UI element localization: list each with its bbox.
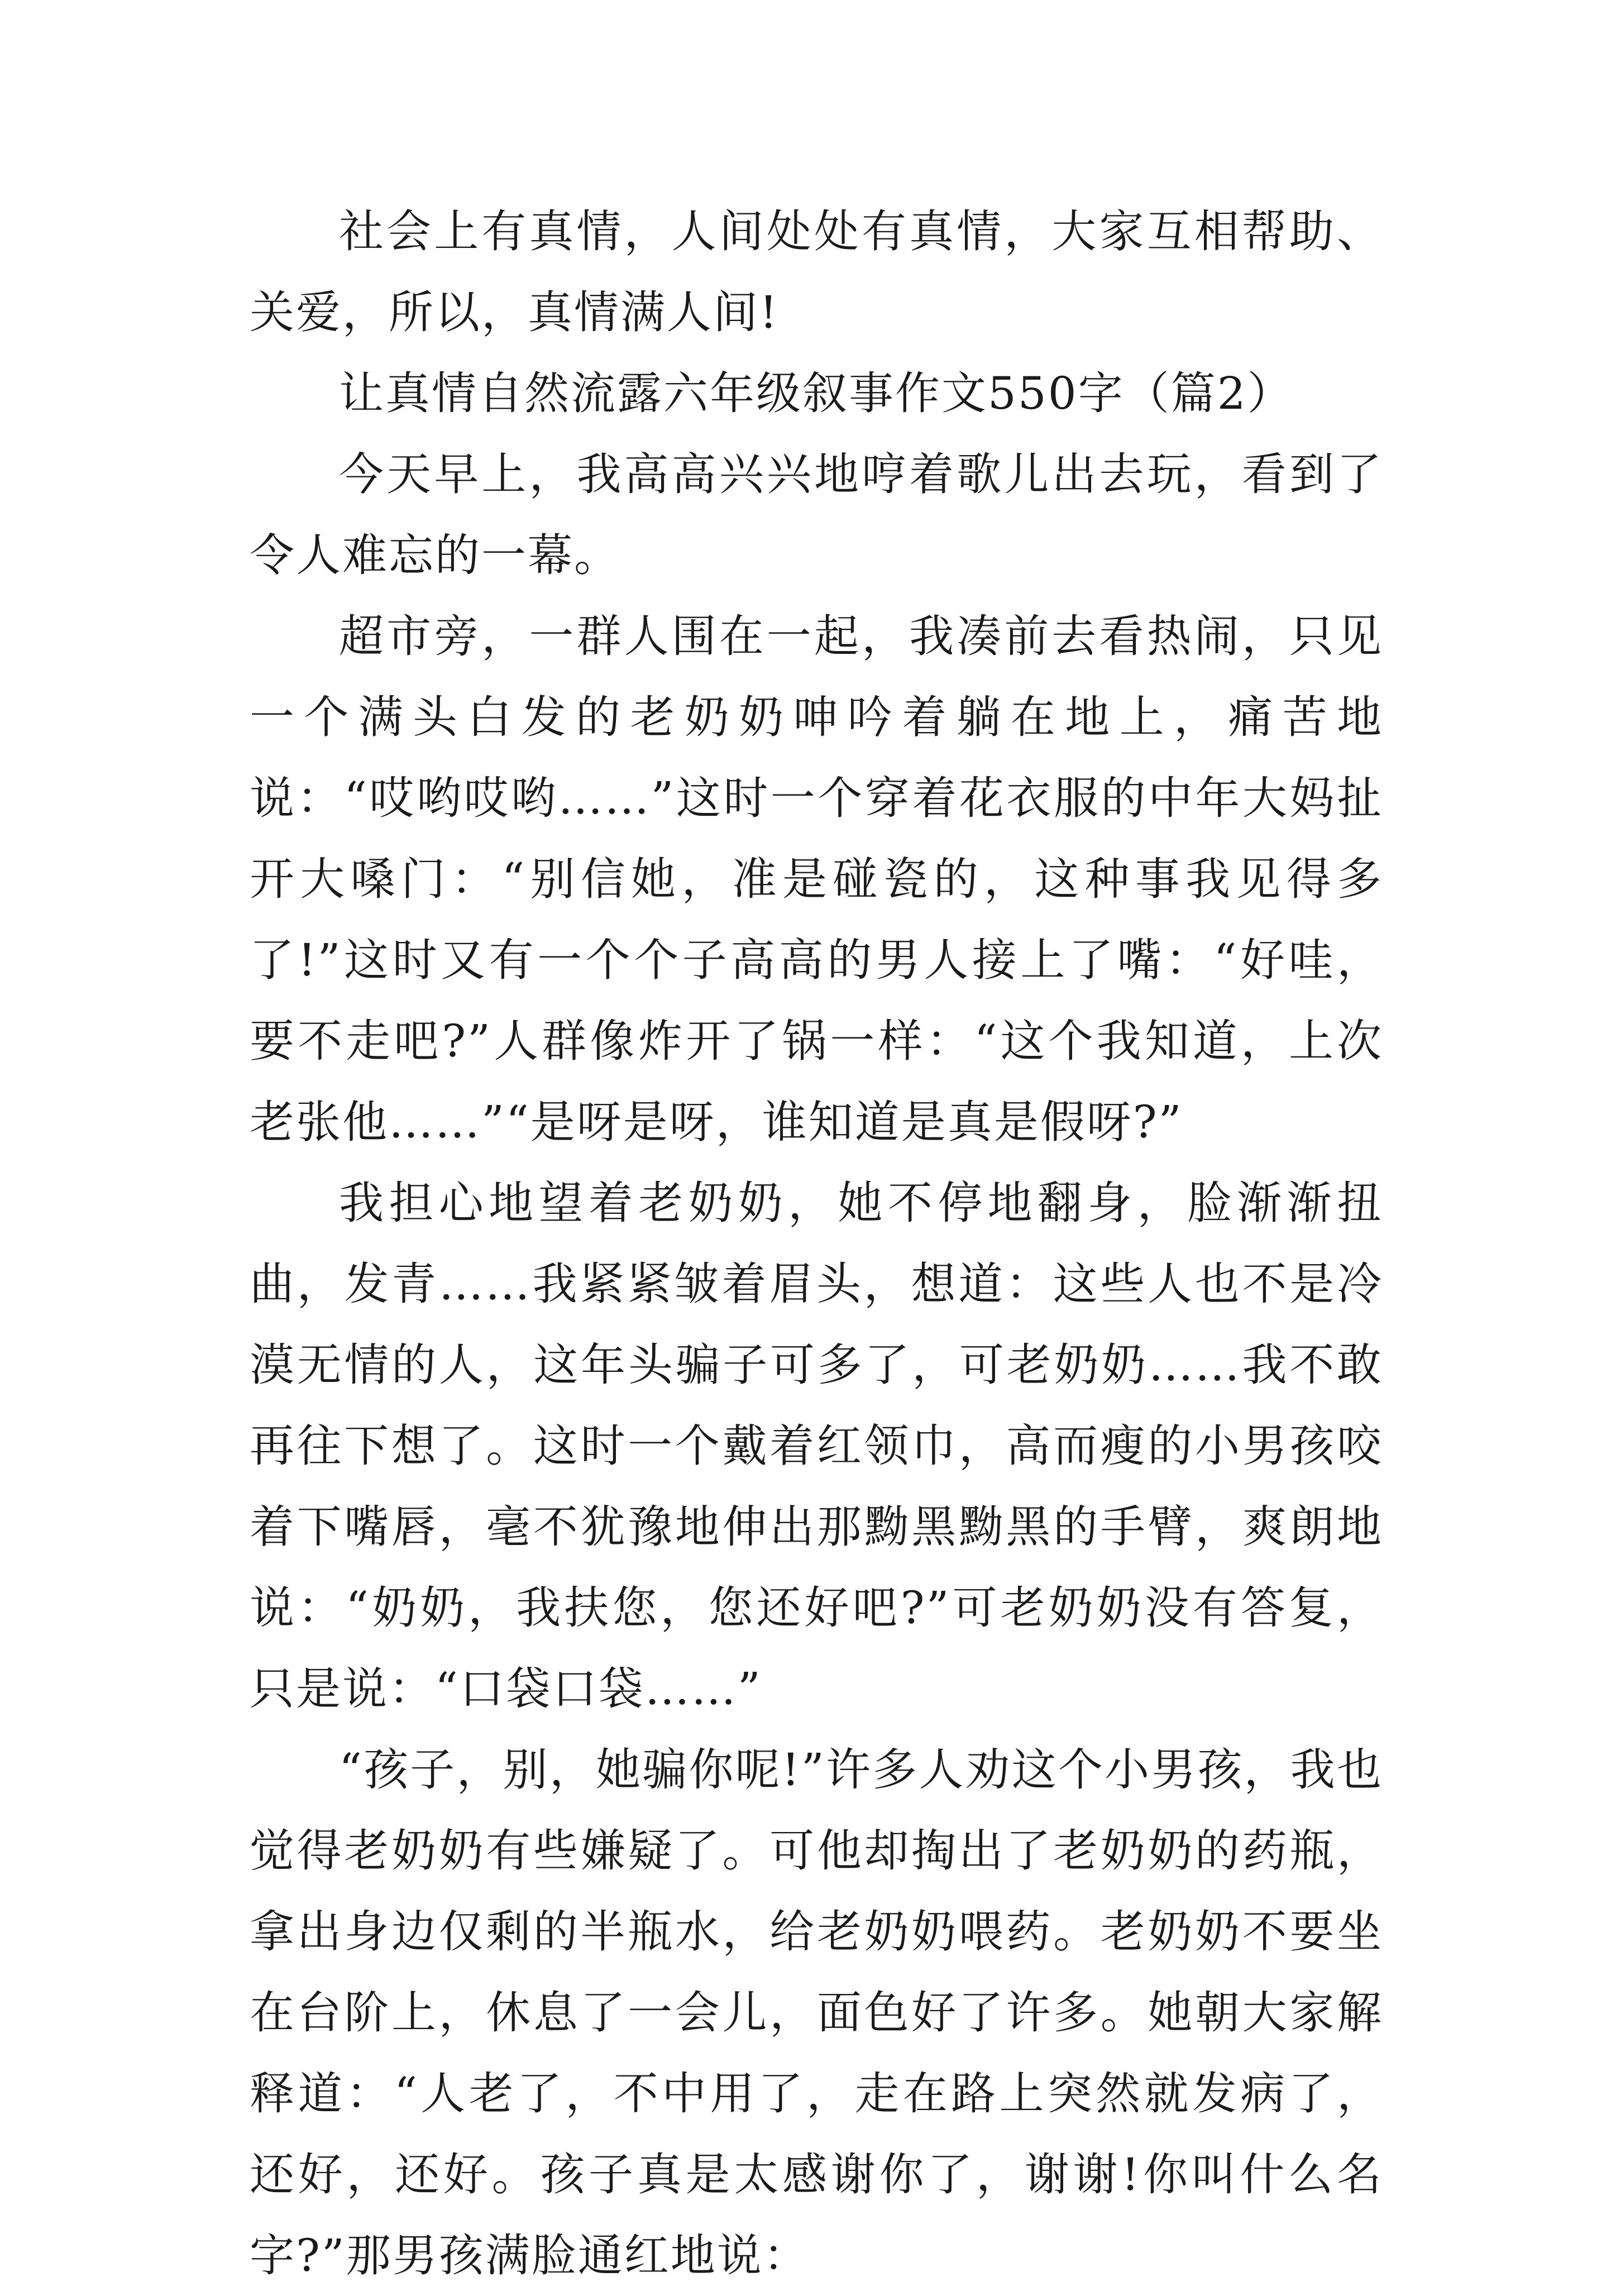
section-heading: 让真情自然流露六年级叙事作文550字（篇2） (339, 367, 1294, 419)
paragraph: “孩子，别，她骗你呢!”许多人劝这个小男孩，我也觉得老奶奶有些嫌疑了。可他却掏出了老奶奶的药瓶，拿出身边仅剩的半瓶水，给老奶奶喂药。老奶奶不要坐在台阶上，休息了一会儿，面色好了许多。她朝大家解释道：“人老了，不中用了，走在路上突然就发病了，还好，还好。孩子真是太感谢你了，谢谢!你叫什么名字?”那男孩满脸通红地说： (250, 1744, 1383, 2281)
document-body (250, 191, 1383, 2296)
paragraph: 社会上有真情，人间处处有真情，大家互相帮助、关爱，所以，真情满人间! (250, 205, 1383, 338)
paragraph: 今天早上，我高高兴兴地哼着歌儿出去玩，看到了令人难忘的一幕。 (250, 448, 1383, 581)
paragraph: 超市旁，一群人围在一起，我凑前去看热闹，只见一个满头白发的老奶奶呻吟着躺在地上，痛苦地说：“哎哟哎哟……”这时一个穿着花衣服的中年大妈扯开大嗓门：“别信她，准是碰瓷的，这种事我见得多了!”这时又有一个个子高高的男人接上了嘴：“好哇，要不走吧?”人群像炸开了锅一样：“这个我知道，上次老张他……”“是呀是呀，谁知道是真是假呀?” (250, 610, 1383, 1148)
paragraph: 我担心地望着老奶奶，她不停地翻身，脸渐渐扭曲，发青……我紧紧皱着眉头，想道：这些人也不是冷漠无情的人，这年头骗子可多了，可老奶奶……我不敢再往下想了。这时一个戴着红领巾，高而瘦的小男孩咬着下嘴唇，毫不犹豫地伸出那黝黑黝黑的手臂，爽朗地说：“奶奶，我扶您，您还好吧?”可老奶奶没有答复，只是说：“口袋口袋……” (250, 1177, 1383, 1715)
